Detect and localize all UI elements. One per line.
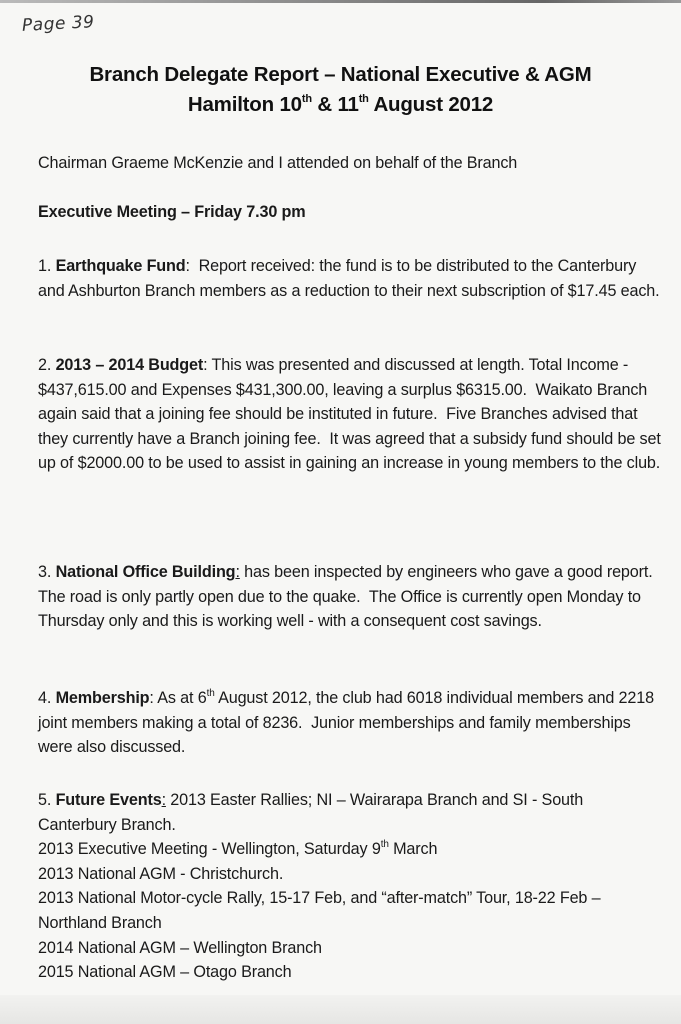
future-events-intro — [38, 788, 663, 837]
item-heading: Future Events — [55, 791, 162, 809]
item-national-office — [38, 560, 663, 634]
future-event-line — [38, 936, 663, 961]
item-number: 3. — [38, 563, 56, 581]
date-ordinal: th — [206, 688, 215, 699]
item-text: This was presented and discussed at length. Total Income - $437,615.00 and Expenses $431,300.00, leaving a surplus $6315.00. Waikato Branch again said that a joining fee should be instituted in future. Five Branches advised that they currently have a Branch joining fee. It was agreed that a subsidy fund should be set up of $2000.00 to be used to assist in gaining an increase in young members to the club. — [38, 356, 666, 473]
event-ordinal: th — [380, 839, 389, 851]
item-number: 5. — [38, 791, 56, 809]
future-event-line — [38, 837, 663, 862]
item-text: 2013 Easter Rallies; NI – Wairarapa Branch and SI - South Canterbury Branch. — [38, 791, 584, 834]
scan-edge — [0, 0, 681, 3]
item-separator: : — [235, 563, 240, 581]
item-separator: : — [149, 689, 158, 707]
title-location: Hamilton 10 — [187, 93, 302, 116]
title-line-2 — [0, 90, 681, 120]
event-text: 2013 Executive Meeting - Wellington, Saturday 9 — [38, 840, 381, 859]
section-heading-text: Executive Meeting – Friday 7.30 pm — [38, 203, 306, 221]
event-text: 2013 National Motor-cycle Rally, 15-17 Feb, and “after-match” Tour, 18-22 Feb – Northland Branch — [38, 889, 601, 932]
title-ordinal: th — [301, 93, 312, 105]
item-number: 1. — [38, 257, 56, 275]
item-heading: 2013 – 2014 Budget — [55, 356, 204, 374]
title-date-mid: & 11 — [311, 93, 359, 116]
future-event-line — [38, 960, 663, 985]
item-text: has been inspected by engineers who gave a good report. The road is only partly open due to the quake. The Office is currently open Monday to Thursday only and this is working well - with a consequent cost savings. — [38, 563, 661, 631]
scan-bottom-edge — [0, 995, 681, 1024]
item-text: Report received: the fund is to be distributed to the Canterbury and Ashburton Branch members as a reduction to their next subscription of $17.45 each. — [38, 257, 660, 300]
event-text: 2014 National AGM – Wellington Branch — [38, 938, 322, 957]
event-text: 2013 National AGM - Christchurch. — [38, 864, 284, 883]
item-number: 2. — [38, 356, 56, 374]
document-title — [0, 60, 681, 120]
item-heading: Membership — [55, 689, 150, 707]
section-heading — [38, 200, 663, 225]
future-event-line — [38, 886, 663, 935]
title-line-1: Branch Delegate Report – National Executive & AGM — [89, 63, 592, 86]
item-earthquake-fund — [38, 254, 663, 303]
item-text: As at 6 — [157, 689, 207, 707]
title-date-suffix: August 2012 — [368, 93, 494, 116]
future-event-line — [38, 862, 663, 887]
item-separator: : — [203, 356, 212, 374]
item-heading: Earthquake Fund — [55, 257, 186, 275]
title-ordinal: th — [358, 93, 369, 105]
event-text: 2015 National AGM – Otago Branch — [38, 963, 292, 982]
item-text: August 2012, the club had 6018 individual members and 2218 joint members making a total of 8236. Junior memberships and family memberships were also discussed. — [38, 689, 659, 757]
item-budget — [38, 353, 666, 476]
intro-paragraph: Chairman Graeme McKenzie and I attended on behalf of the Branch — [38, 154, 518, 172]
item-future-events — [38, 788, 663, 985]
handwritten-page-number: Page 39 — [21, 12, 95, 36]
item-heading: National Office Building — [55, 563, 236, 581]
item-membership — [38, 686, 663, 760]
item-separator: : — [185, 257, 199, 275]
item-number: 4. — [38, 689, 56, 707]
event-text-suffix: March — [388, 840, 438, 859]
item-separator: : — [161, 791, 166, 809]
